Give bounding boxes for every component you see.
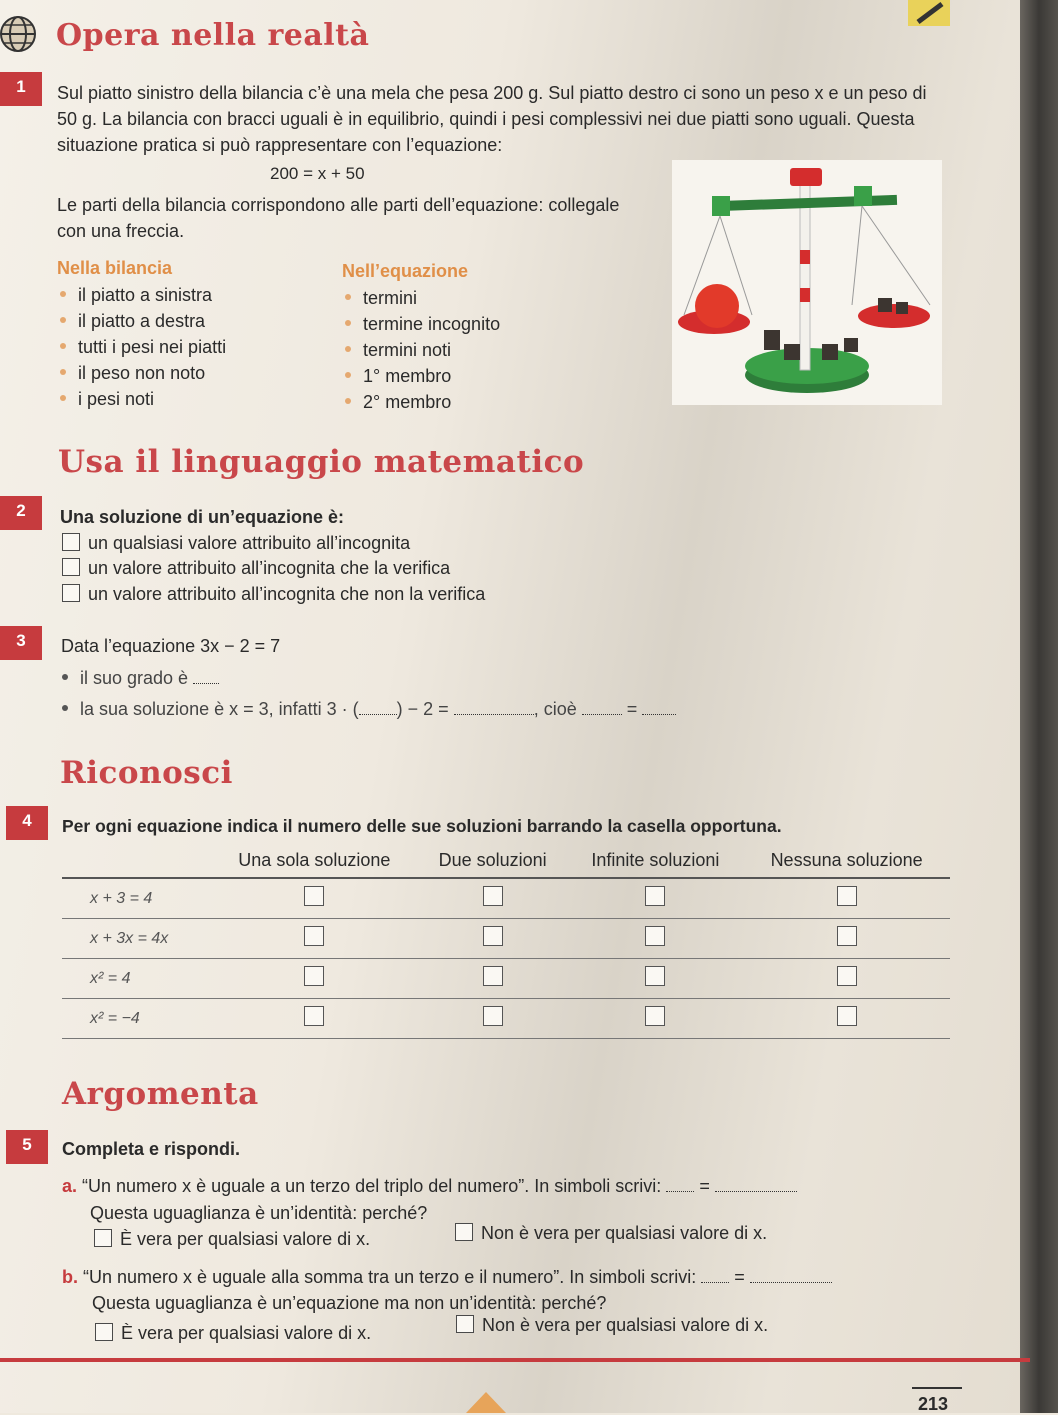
answer-cell [418, 959, 568, 999]
exercise-5b-question: Questa uguaglianza è un’equazione ma non un’identità: perché? [92, 1293, 607, 1313]
checkbox[interactable] [645, 926, 665, 946]
right-item: 1° membro [345, 363, 451, 389]
bullet [345, 398, 351, 404]
bullet [60, 291, 66, 297]
checkbox[interactable] [645, 886, 665, 906]
bullet [345, 294, 351, 300]
exercise-3-line-1: il suo grado è [62, 665, 219, 691]
checkbox[interactable] [483, 926, 503, 946]
checkbox[interactable] [645, 966, 665, 986]
book-edge [1020, 0, 1058, 1413]
column-header: Nessuna soluzione [743, 844, 950, 878]
checkbox[interactable] [62, 584, 80, 602]
checkbox[interactable] [837, 966, 857, 986]
exercise-1-instruction: Le parti della bilancia corrispondono alle parti dell’equazione: collegale con una freccia. [57, 195, 620, 241]
bullet [60, 369, 66, 375]
answer-cell [418, 878, 568, 919]
column-header: Infinite soluzioni [568, 844, 744, 878]
exercise-3-question: Data l’equazione 3x − 2 = 7 [61, 636, 281, 656]
table-row [62, 919, 950, 959]
option-row: Non è vera per qualsiasi valore di x. [456, 1312, 768, 1338]
answer-cell [211, 959, 418, 999]
page-number-rule [912, 1387, 962, 1389]
exercise-3-line-2: la sua soluzione è x = 3, infatti 3 · ( ) − 2 = , cioè = [62, 696, 676, 722]
equation-cell: x + 3x = 4x [62, 919, 211, 959]
bullet [60, 395, 66, 401]
checkbox[interactable] [455, 1223, 473, 1241]
left-column-header: Nella bilancia [57, 258, 173, 278]
exercise-5a-question: Questa uguaglianza è un’identità: perché? [90, 1203, 428, 1223]
left-item: il piatto a sinistra [60, 282, 212, 308]
equation-cell: x + 3 = 4 [62, 878, 211, 919]
footer-rule [0, 1358, 1030, 1362]
section-title-opera: Opera nella realtà [56, 18, 370, 53]
answer-blank[interactable] [359, 700, 397, 715]
left-item: tutti i pesi nei piatti [60, 334, 226, 360]
left-item: i pesi noti [60, 386, 154, 412]
answer-cell [568, 959, 744, 999]
answer-blank[interactable] [750, 1268, 832, 1283]
answer-blank[interactable] [666, 1177, 694, 1192]
exercise-1-text: Sul piatto sinistro della bilancia c’è una mela che pesa 200 g. Sul piatto destro ci sono un peso x e un peso di 50 g. La bilancia con bracci uguali è in equilibrio, quindi i pesi complessivi nei due piatti sono uguali. Questa situazione pratica si può rappresentare con l’equazione: [57, 83, 927, 155]
right-item: termini noti [345, 337, 451, 363]
bullet [60, 317, 66, 323]
table-row [62, 959, 950, 999]
exercise-4-instruction: Per ogni equazione indica il numero delle sue soluzioni barrando la casella opportuna. [62, 816, 782, 836]
answer-cell [568, 999, 744, 1039]
checkbox[interactable] [483, 966, 503, 986]
answer-blank[interactable] [642, 700, 676, 715]
answer-cell [568, 919, 744, 959]
answer-cell [743, 878, 950, 919]
right-item: 2° membro [345, 389, 451, 415]
equation-cell: x² = −4 [62, 999, 211, 1039]
bullet [62, 705, 68, 711]
globe-icon [0, 14, 44, 61]
option-row: È vera per qualsiasi valore di x. [95, 1320, 371, 1346]
balance-scale-illustration [672, 160, 942, 410]
checkbox[interactable] [304, 886, 324, 906]
checkbox[interactable] [837, 926, 857, 946]
page-number: 213 [918, 1394, 949, 1414]
left-item: il piatto a destra [60, 308, 205, 334]
left-item: il peso non noto [60, 360, 205, 386]
answer-cell [743, 959, 950, 999]
pencil-icon [908, 0, 950, 26]
exercise-number-1: 1 [0, 72, 42, 106]
answer-blank[interactable] [193, 669, 219, 684]
checkbox[interactable] [304, 926, 324, 946]
option-row: È vera per qualsiasi valore di x. [94, 1226, 370, 1252]
exercise-number-4: 4 [6, 806, 48, 840]
checkbox[interactable] [95, 1323, 113, 1341]
answer-cell [211, 878, 418, 919]
checkbox[interactable] [837, 886, 857, 906]
answer-cell [211, 919, 418, 959]
answer-cell [211, 999, 418, 1039]
checkbox[interactable] [456, 1315, 474, 1333]
section-title-argomenta: Argomenta [62, 1076, 259, 1112]
exercise-5-instruction: Completa e rispondi. [62, 1139, 241, 1159]
answer-cell [418, 999, 568, 1039]
table-row [62, 999, 950, 1039]
answer-cell [568, 878, 744, 919]
option-row: Non è vera per qualsiasi valore di x. [455, 1220, 767, 1246]
table-header-empty [62, 844, 211, 878]
checkbox[interactable] [304, 966, 324, 986]
checkbox[interactable] [483, 1006, 503, 1026]
section-title-riconosci: Riconosci [60, 755, 233, 791]
option-row: un valore attribuito all’incognita che la verifica [62, 555, 450, 581]
exercise-number-3: 3 [0, 626, 42, 660]
checkbox[interactable] [645, 1006, 665, 1026]
checkbox[interactable] [304, 1006, 324, 1026]
exercise-5b-text: b. “Un numero x è uguale alla somma tra un terzo e il numero”. In simboli scrivi: = [62, 1264, 832, 1290]
exercise-2-question: Una soluzione di un’equazione è: [60, 507, 345, 527]
solutions-table [62, 844, 950, 1039]
bullet [345, 372, 351, 378]
checkbox[interactable] [62, 558, 80, 576]
equation-cell: x² = 4 [62, 959, 211, 999]
checkbox[interactable] [62, 533, 80, 551]
checkbox[interactable] [94, 1229, 112, 1247]
right-column-header: Nell’equazione [342, 261, 469, 281]
answer-cell [743, 919, 950, 959]
bullet [62, 674, 68, 680]
exercise-number-5: 5 [6, 1130, 48, 1164]
answer-blank[interactable] [701, 1268, 729, 1283]
section-title-linguaggio: Usa il linguaggio matematico [58, 444, 585, 480]
exercise-5a-text: a. “Un numero x è uguale a un terzo del triplo del numero”. In simboli scrivi: = [62, 1173, 797, 1199]
answer-cell [418, 919, 568, 959]
option-row: un qualsiasi valore attribuito all’incognita [62, 530, 410, 556]
answer-cell [743, 999, 950, 1039]
option-row: un valore attribuito all’incognita che non la verifica [62, 581, 485, 607]
answer-blank[interactable] [454, 700, 534, 715]
right-item: termine incognito [345, 311, 500, 337]
column-header: Due soluzioni [418, 844, 568, 878]
checkbox[interactable] [483, 886, 503, 906]
bullet [60, 343, 66, 349]
bullet [345, 320, 351, 326]
exercise-1-equation: 200 = x + 50 [270, 164, 365, 183]
right-item: termini [345, 285, 417, 311]
table-header-row [62, 844, 950, 878]
column-header: Una sola soluzione [211, 844, 418, 878]
exercise-number-2: 2 [0, 496, 42, 530]
table-row [62, 878, 950, 919]
checkbox[interactable] [837, 1006, 857, 1026]
answer-blank[interactable] [582, 700, 622, 715]
footer-triangle-icon [466, 1392, 506, 1413]
answer-blank[interactable] [715, 1177, 797, 1192]
bullet [345, 346, 351, 352]
